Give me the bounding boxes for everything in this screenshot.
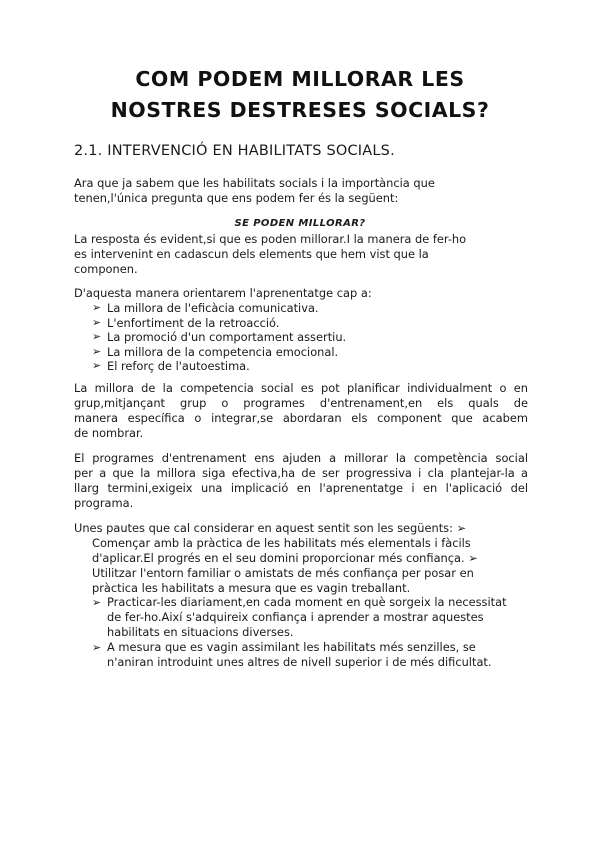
paragraph-line: Utilitzar l'entorn familiar o amistats de més confiança per posar en <box>92 566 474 580</box>
paragraph-planning <box>74 381 528 441</box>
paragraph-line: Unes pautes que cal considerar en aquest sentit son les següents: ➢ <box>74 521 467 535</box>
arrow-bullet-icon: ➢ <box>92 315 102 329</box>
list-item <box>92 359 346 374</box>
paragraph-line: llarg termini,exigeix una implicació en l'aprenentatge i en l'aplicació del <box>74 481 528 495</box>
list-item <box>92 330 346 345</box>
intro-line: tenen,l'única pregunta que ens podem fer és la següent: <box>74 191 399 205</box>
list-item <box>92 316 346 331</box>
page-title <box>60 64 540 126</box>
paragraph-line: per a que la millora siga efectiva,ha de ser progressiva i cla plantejar-la a <box>74 466 528 480</box>
list-line: Practicar-les diariament,en cada moment en què sorgeix la necessitat <box>107 595 507 609</box>
answer-line: es intervenint en cadascun dels elements que hem vist que la <box>74 247 429 261</box>
orient-intro <box>74 286 534 301</box>
subheading: SE PODEN MILLORAR? <box>234 218 366 229</box>
answer-line: La resposta és evident,si que es poden millorar.I la manera de fer-ho <box>74 232 467 246</box>
list-item-text: La millora de la competencia emocional. <box>107 344 339 359</box>
paragraph-line: manera específica o integrar,se abordaran els component que acabem <box>74 411 528 425</box>
list-line: de fer-ho.Així s'adquireix confiança i aprender a mostrar aquestes <box>107 610 484 624</box>
section-heading: 2.1. INTERVENCIÓ EN HABILITATS SOCIALS. <box>74 143 395 159</box>
guidelines-list <box>92 595 542 670</box>
list-item-text: El reforç de l'autoestima. <box>107 359 250 374</box>
answer-paragraph <box>74 232 534 277</box>
paragraph-line: La millora de la competencia social es pot planificar individualment o en <box>74 381 528 395</box>
list-item <box>92 301 346 316</box>
paragraph-line: El programes d'entrenament ens ajuden a millorar la competència social <box>74 451 528 465</box>
paragraph-line: d'aplicar.El progrés en el seu domini proporcionar més confiança. ➢ <box>92 551 478 565</box>
arrow-bullet-icon: ➢ <box>92 359 102 373</box>
arrow-bullet-icon: ➢ <box>92 301 102 314</box>
paragraph-line: programa. <box>74 496 134 510</box>
list-line: A mesura que es vagin assimilant les habilitats més senzilles, se <box>107 640 476 654</box>
arrow-bullet-icon: ➢ <box>92 344 102 358</box>
list-item-text: L'enfortiment de la retroacció. <box>107 315 280 330</box>
paragraph-line: Començar amb la pràctica de les habilitats més elementals i fàcils <box>92 536 471 550</box>
arrow-bullet-icon: ➢ <box>92 596 102 609</box>
list-item <box>92 595 542 640</box>
paragraph-line: de nombrar. <box>74 426 144 440</box>
paragraph-line: grup,mitjançant grup o programes d'entrenament,en els quals de <box>74 396 528 410</box>
list-item <box>92 345 346 360</box>
arrow-bullet-icon: ➢ <box>92 641 102 654</box>
title-line-2: NOSTRES DESTRESES SOCIALS? <box>110 98 490 122</box>
orient-list <box>92 301 346 374</box>
answer-line: componen. <box>74 262 138 276</box>
intro-line: Ara que ja sabem que les habilitats socials i la importància que <box>74 176 435 190</box>
title-line-1: COM PODEM MILLORAR LES <box>135 67 465 91</box>
list-item-text <box>107 595 507 640</box>
list-line: n'aniran introduint unes altres de nivell superior i de més dificultat. <box>107 655 492 669</box>
list-item-text <box>107 640 492 670</box>
orient-intro-text: D'aquesta manera orientarem l'aprenentatge cap a: <box>74 286 372 300</box>
paragraph-programs <box>74 451 528 511</box>
paragraph-guidelines <box>74 521 534 596</box>
list-item <box>92 640 542 670</box>
list-item-text: La promoció d'un comportament assertiu. <box>107 330 347 345</box>
list-line: habilitats en situacions diverses. <box>107 625 294 639</box>
arrow-bullet-icon: ➢ <box>92 330 102 344</box>
intro-paragraph <box>74 176 534 206</box>
list-item-text: La millora de l'eficàcia comunicativa. <box>107 301 319 315</box>
paragraph-line: pràctica les habilitats a mesura que es vagin treballant. <box>92 581 411 595</box>
